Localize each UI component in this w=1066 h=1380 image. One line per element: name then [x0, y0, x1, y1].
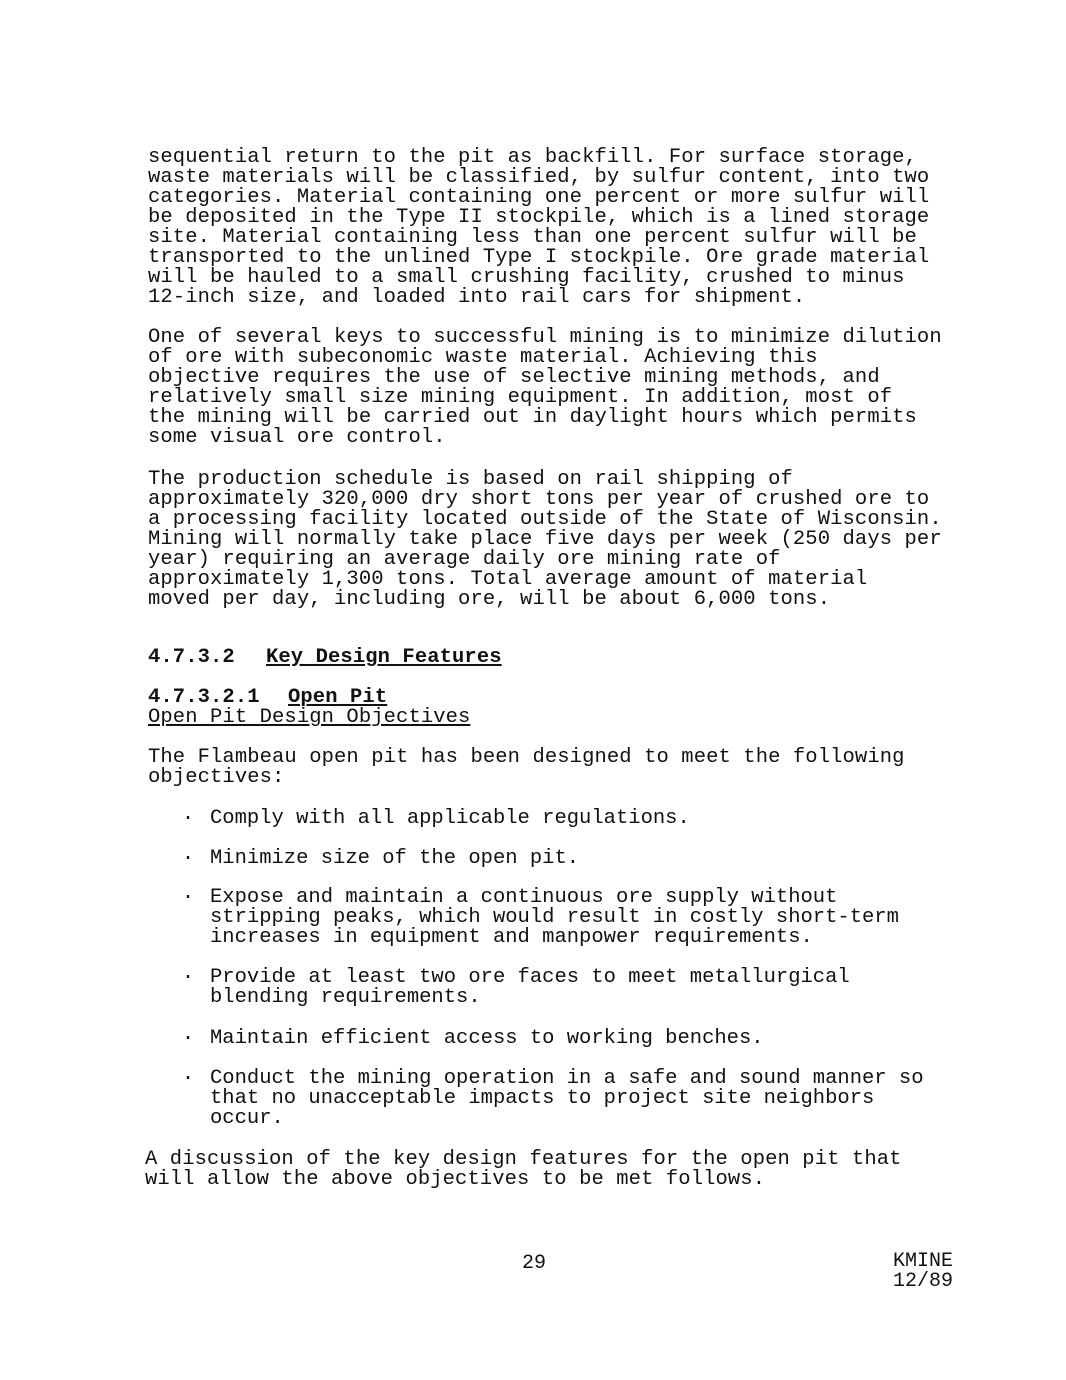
paragraph-intro-objectives: The Flambeau open pit has been designed to meet the following objectives:	[148, 746, 905, 789]
bullet-icon: ·	[182, 966, 195, 989]
document-code: KMINE 12/89	[893, 1250, 954, 1293]
list-item: · Expose and maintain a continuous ore supply without stripping peaks, which would result in costly short-term increases in equipment and manpower requirements.	[182, 886, 899, 949]
paragraph-production-schedule: The production schedule is based on rail shipping of approximately 320,000 dry short tons per year of crushed ore to a processing facility located outside of the State of Wisconsin. Mining will normally take place five days per week (250 days per year) requiring an average daily ore mining rate of approximately 1,300 tons. Total average amount of material moved per day, including ore, will be about 6,000 tons.	[148, 468, 942, 611]
subheading-design-objectives: Open Pit Design Objectives	[148, 706, 471, 729]
subsection-title: Open Pit	[288, 686, 388, 709]
bullet-icon: ·	[182, 847, 195, 870]
page-number: 29	[522, 1252, 547, 1275]
paragraph-dilution: One of several keys to successful mining is to minimize dilution of ore with subeconomic waste material. Achieving this objective requires the use of selective mining methods, and relatively small size mining equipment. In addition, most of the mining will be carried out in daylight hours which permits some visual ore control.	[148, 326, 942, 449]
bullet-icon: ·	[182, 886, 195, 909]
bullet-icon: ·	[182, 1067, 195, 1090]
list-item: · Comply with all applicable regulations.	[182, 807, 690, 830]
subsection-number: 4.7.3.2.1	[148, 686, 260, 709]
list-item: · Minimize size of the open pit.	[182, 847, 580, 870]
list-item: · Provide at least two ore faces to meet metallurgical blending requirements.	[182, 966, 850, 1009]
section-heading-open-pit	[148, 668, 968, 708]
paragraph-closing: A discussion of the key design features for the open pit that will allow the above objectives to be met follows.	[145, 1148, 902, 1191]
section-heading-key-design-features	[148, 628, 968, 668]
section-title: Key Design Features	[266, 646, 502, 669]
bullet-icon: ·	[182, 1027, 195, 1050]
paragraph-waste-materials: sequential return to the pit as backfill. For surface storage, waste materials will be classified, by sulfur content, into two categories. Material containing one percent or more sulfur will be deposited in the Type II stockpile, which is a lined storage site. Material containing less than one percent sulfur will be transported to the unlined Type I stockpile. Ore grade material will be hauled to a small crushing facility, crushed to minus 12-inch size, and loaded into rail cars for shipment.	[148, 146, 930, 309]
section-number: 4.7.3.2	[148, 646, 235, 669]
list-item: · Maintain efficient access to working benches.	[182, 1027, 764, 1050]
list-item: · Conduct the mining operation in a safe and sound manner so that no unacceptable impacts to project site neighbors occur.	[182, 1067, 924, 1130]
bullet-icon: ·	[182, 807, 195, 830]
